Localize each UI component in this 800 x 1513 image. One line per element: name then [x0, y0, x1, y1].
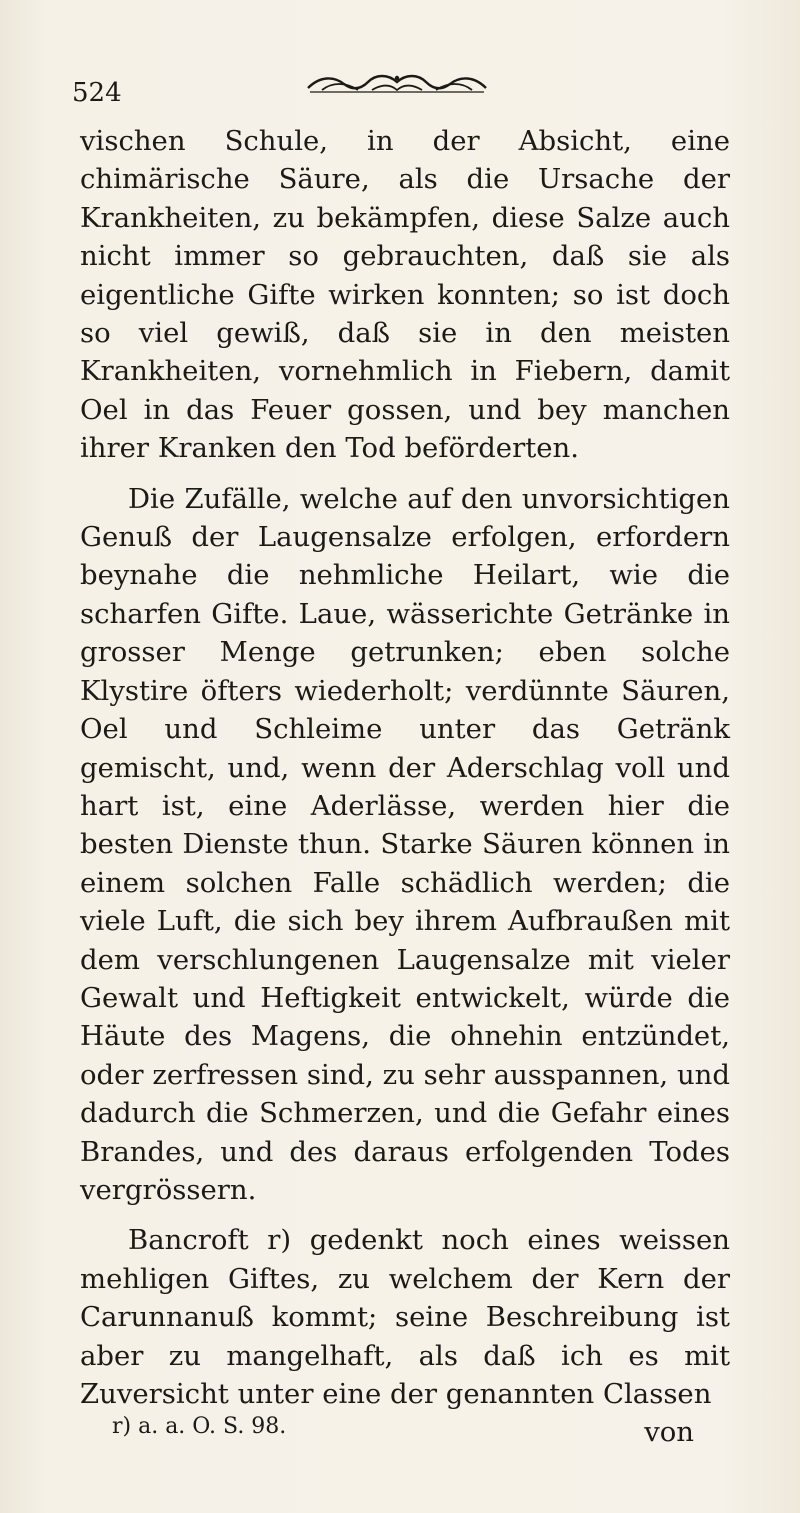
paragraph-3: Bancroft r) gedenkt noch eines weissen mehligen Giftes, zu welchem der Kern der Carunnanuß kommt; seine Beschreibung ist aber zu mangelhaft, als daß ich es mit Zuversicht unter eine der genannten Classen: [80, 1224, 730, 1410]
catchword: von: [644, 1416, 694, 1449]
page-number: 524: [72, 78, 122, 108]
page-header: [72, 70, 732, 110]
paragraph-2: Die Zufälle, welche auf den unvorsichtigen Genuß der Laugensalze erfolgen, erfordern beynahe die nehmliche Heilart, wie die scharfen Gifte. Laue, wässerichte Getränke in grosser Menge getrunken; eben solche Klystire öfters wiederholt; verdünnte Säuren, Oel und Schleime unter das Getränk gemischt, und, wenn der Aderschlag voll und hart ist, eine Aderlässe, werden hier die besten Dienste thun. Starke Säuren können in einem solchen Falle schädlich werden; die viele Luft, die sich bey ihrem Aufbraußen mit dem verschlungenen Laugensalze mit vieler Gewalt und Heftigkeit entwickelt, würde die Häute des Magens, die ohnehin entzündet, oder zerfressen sind, zu sehr ausspannen, und dadurch die Schmerzen, und die Gefahr eines Brandes, und des daraus erfolgenden Todes vergrössern.: [80, 482, 730, 1206]
footnote: r) a. a. O. S. 98.: [112, 1414, 287, 1439]
paragraph-1: vischen Schule, in der Absicht, eine chimärische Säure, als die Ursache der Krankheiten, zu bekämpfen, diese Salze auch nicht immer so gebrauchten, daß sie als eigentliche Gifte wirken konnten; so ist doch so viel gewiß, daß sie in den meisten Krankheiten, vornehmlich in Fiebern, damit Oel in das Feuer gossen, und bey manchen ihrer Kranken den Tod beförderten.: [80, 125, 730, 465]
ornament-icon: [302, 70, 492, 96]
body-text: [80, 122, 730, 1452]
